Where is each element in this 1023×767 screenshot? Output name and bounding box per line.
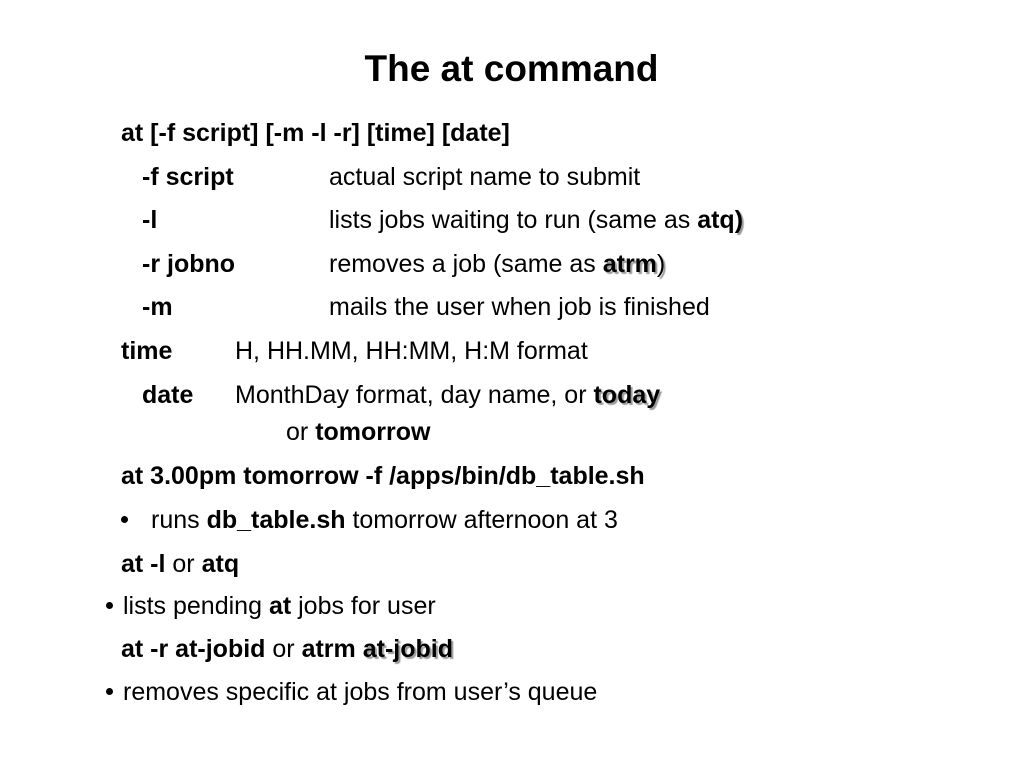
- option-flag-l: -l: [142, 206, 158, 234]
- date-desc-continued: or tomorrow: [286, 418, 431, 446]
- tomorrow-keyword: tomorrow: [315, 418, 431, 446]
- option-desc-l: lists jobs waiting to run (same as atq): [329, 206, 744, 234]
- bullet-icon: [121, 516, 128, 523]
- example-command-2: at -l or atq: [121, 550, 240, 578]
- slide-title: The at command: [364, 48, 659, 89]
- option-flag-r: -r jobno: [142, 250, 236, 278]
- option-flag-m: -m: [142, 293, 173, 321]
- date-label: date: [142, 381, 194, 409]
- example-command-3: at -r at-jobid or atrm at-jobid: [121, 635, 453, 663]
- option-flag-f: -f script: [142, 163, 234, 191]
- option-desc-m: mails the user when job is finished: [329, 293, 710, 321]
- option-desc-r: removes a job (same as atrm): [329, 250, 666, 278]
- example-command-1: at 3.00pm tomorrow -f /apps/bin/db_table.sh: [121, 462, 645, 490]
- option-desc-f: actual script name to submit: [329, 163, 641, 191]
- date-desc: MonthDay format, day name, or today: [235, 381, 661, 409]
- time-label: time: [121, 337, 173, 365]
- time-desc: H, HH.MM, HH:MM, H:M format: [235, 337, 588, 365]
- example-note-2: lists pending at jobs for user: [106, 590, 436, 622]
- example-note-3: removes specific at jobs from user’s queue: [106, 676, 597, 708]
- example-note-1: runs db_table.sh tomorrow afternoon at 3: [121, 504, 618, 536]
- bullet-icon: [106, 602, 113, 609]
- today-keyword: today: [593, 381, 661, 409]
- syntax-line: at [-f script] [-m -l -r] [time] [date]: [121, 119, 510, 147]
- bullet-icon: [106, 688, 113, 695]
